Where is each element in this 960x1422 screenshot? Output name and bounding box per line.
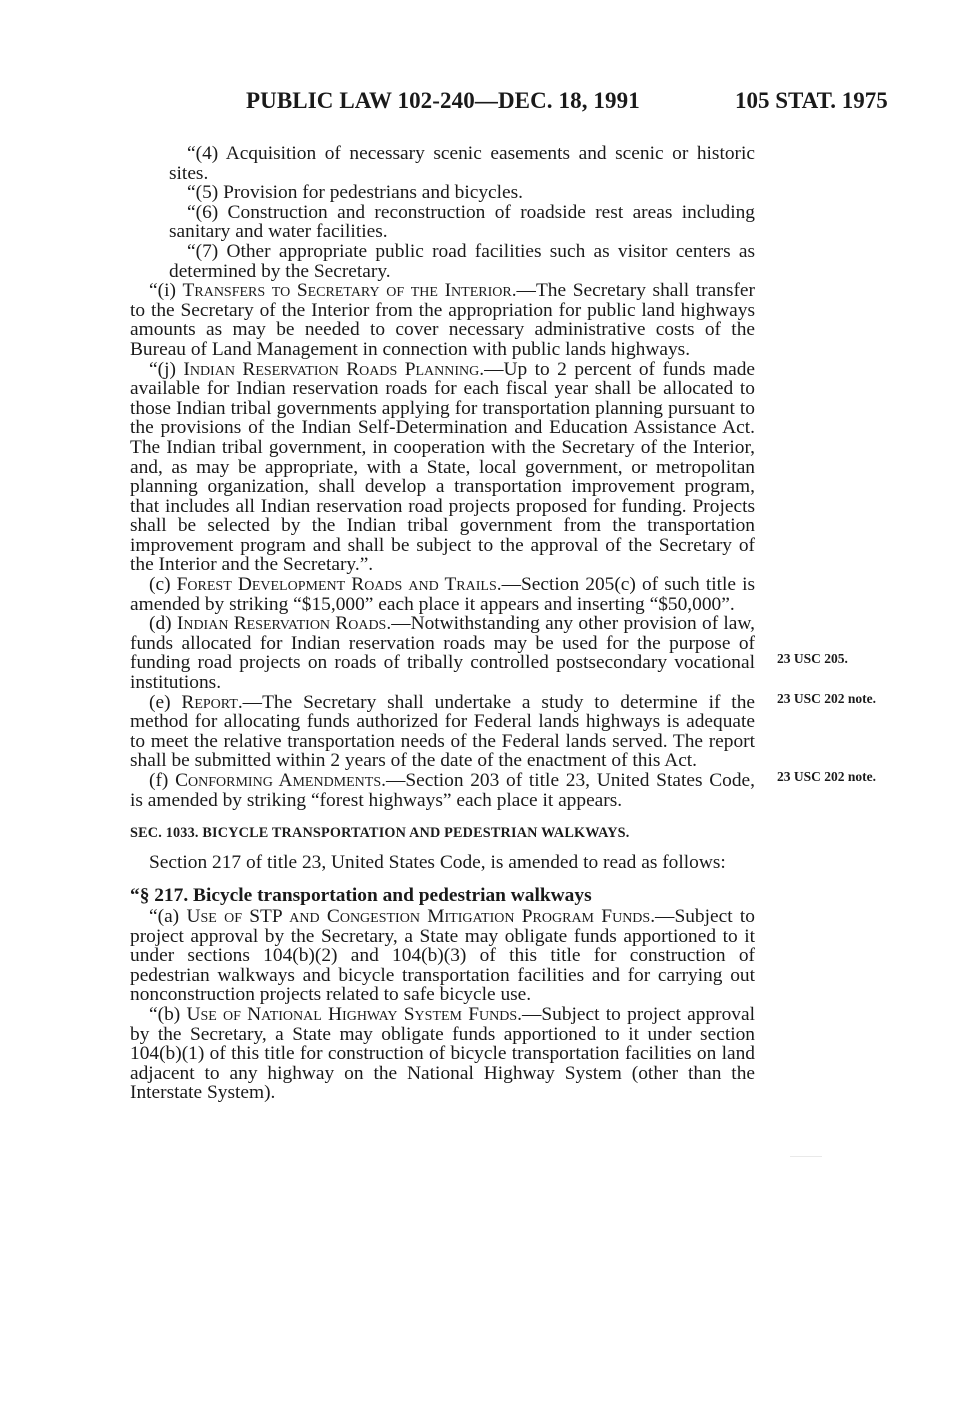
subsection-c-text: .—Section 205(c) of such title is amended by striking “$15,000” each place it appears and inserting “$50,000”. (130, 574, 756, 615)
subsection-j (130, 360, 755, 576)
subsection-e-heading: Report (181, 691, 238, 713)
subsection-f-heading: Conforming Amendments (175, 770, 382, 791)
margin-note-e: 23 USC 202 note. (777, 769, 877, 784)
subsection-b-label: “(b) (149, 1003, 187, 1025)
subsection-i (130, 281, 755, 359)
margin-note-c: 23 USC 205. (777, 651, 848, 666)
page-header (0, 88, 960, 122)
subsection-f (130, 771, 755, 810)
paragraph-4: “(4) Acquisition of necessary scenic easements and scenic or historic sites. (169, 143, 755, 184)
subsection-a-label: “(a) (149, 905, 187, 927)
subsection-a (130, 907, 755, 1005)
subsection-e (130, 693, 755, 771)
margin-note-d: 23 USC 202 note. (777, 691, 877, 706)
subsection-a-text: .—Subject to project approval by the Secretary, a State may obligate funds apportioned to it under sections 104(b)(2) and 104(b)(3) of this title for construction of pedestrian walkways and bicycle transportation facilities and for carrying out nonconstruction projects related to safe bicycle use. (130, 905, 755, 1006)
subsection-b-text: .—Subject to project approval by the Secretary, a State may obligate funds apportioned to it under section 104(b)(1) of this title for construction of bicycle transportation facilities on land adjacent to any highway on the National Highway System (other than the Interstate System). (130, 1003, 755, 1104)
scan-mark (790, 1156, 822, 1157)
section-1033-heading: SEC. 1033. BICYCLE TRANSPORTATION AND PEDESTRIAN WALKWAYS. (130, 825, 630, 842)
subsection-d (130, 614, 755, 692)
subsection-f-label: (f) (149, 770, 176, 791)
subsection-d-heading: Indian Reservation Roads (176, 613, 387, 635)
paragraph-6: “(6) Construction and reconstruction of roadside rest areas including sanitary and water facilities. (169, 201, 755, 243)
paragraph-5: “(5) Provision for pedestrians and bicycles. (187, 182, 524, 204)
subsection-f-text: .—Section 203 of title 23, United States Code, is amended by striking “forest highways” each place it appears. (130, 770, 755, 811)
header-public-law: PUBLIC LAW 102-240—DEC. 18, 1991 (246, 88, 640, 113)
subsection-e-text: .—The Secretary shall undertake a study to determine if the method for allocating funds authorized for Federal lands highways is adequate to meet the relative transportation needs of the Federal lands served. The report shall be submitted within 2 years of the date of the enactment of this Act. (130, 691, 755, 772)
subsection-c-heading: Forest Development Roads and Trails (176, 574, 497, 596)
section-217-title: “§ 217. Bicycle transportation and pedestrian walkways (130, 885, 592, 907)
subsection-j-text: .—Up to 2 percent of funds made available for Indian reservation roads for each fiscal year shall be allocated to those Indian tribal governments applying for transportation planning pursuant to the provisions of the Indian Self-Determination and Education Assistance Act. The Indian tribal government, in cooperation with the Secretary of the Interior, and, as may be appropriate, with a State, local government, or metropolitan planning organization, shall develop a transportation improvement program, that includes all Indian reservation road projects proposed for funding. Projects shall be selected by the Indian tribal government from the transportation improvement program and shall be subject to the approval of the Secretary of the Interior and the Secretary.”. (130, 358, 755, 576)
subsection-c (130, 575, 755, 614)
section-1033-intro: Section 217 of title 23, United States Code, is amended to read as follows: (149, 851, 726, 873)
header-stat-page: 105 STAT. 1975 (735, 88, 888, 113)
subsection-i-heading: Transfers to Secretary of the Interior (182, 280, 512, 302)
subsection-d-text: .—Notwithstanding any other provision of law, funds allocated for Indian reservation roads may be used for the purpose of funding road projects on roads of tribally controlled postsecondary vocational institutions. (130, 613, 755, 694)
subsection-a-heading: Use of STP and Congestion Mitigation Program Funds (186, 905, 651, 927)
subsection-e-label: (e) (149, 691, 182, 713)
subsection-j-heading: Indian Reservation Roads Planning (183, 358, 480, 380)
subsection-i-text: .—The Secretary shall transfer to the Secretary of the Interior from the appropriation for public land highways amounts as may be needed to cover necessary administrative costs of the Bureau of Land Management in connection with public lands highways. (130, 280, 755, 360)
paragraph-7: “(7) Other appropriate public road facilities such as visitor centers as determined by the Secretary. (169, 240, 755, 282)
subsection-j-label: “(j) (149, 358, 184, 380)
subsection-c-label: (c) (149, 574, 177, 596)
subsection-b-heading: Use of National Highway System Funds (186, 1003, 518, 1025)
body-text (130, 144, 755, 1103)
subsection-i-label: “(i) (149, 280, 183, 302)
subsection-b (130, 1005, 755, 1103)
subsection-d-label: (d) (149, 613, 177, 635)
